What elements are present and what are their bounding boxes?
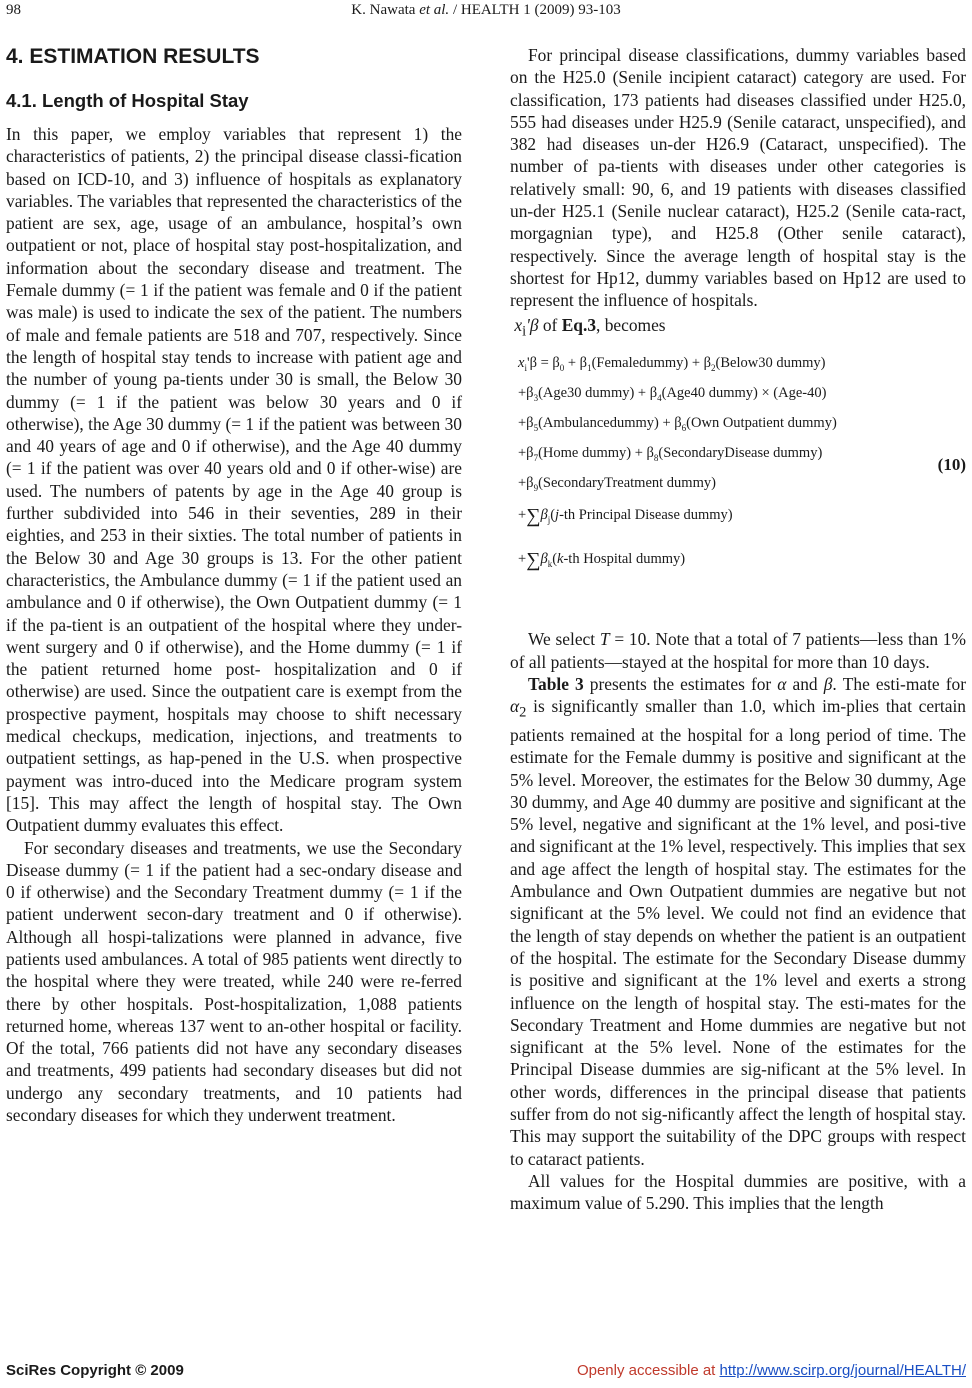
equation-number: (10)	[937, 455, 966, 475]
journal-url-link[interactable]: http://www.scirp.org/journal/HEALTH/	[719, 1362, 966, 1379]
summation-icon: ∑	[526, 549, 541, 572]
paragraph-secondary: For secondary diseases and treatments, we use the Secondary Disease dummy (= 1 if the patient had a sec-ondary disease and 0 if otherwise) and the Secondary Treatment dummy (= 1 if the patient underwent secon-dary treatment and 0 if otherwise). Although all hospi-talizations were planned in advance, five patients used ambulances. A total of 985 patients went directly to the hospital where they were treated, while 240 were re-ferred there by other hospitals. Post-hospitalization, 1,088 patients returned home, whereas 137 went to an-other hospital or facility. Of the total, 766 patients did not have any secondary diseases and treatments, 499 patients had secondary diseases but did not undergo any secondary treatments, and 10 patients had secondary diseases for which they underwent treatment.	[6, 837, 462, 1126]
equation-intro	[510, 314, 966, 343]
eq-intro-beta: 'β	[526, 314, 539, 335]
eq-intro-sub: i	[522, 323, 527, 340]
paragraph-select-t: We select T = 10. Note that a total of 7 patients—less than 1% of all patients—stayed at the hospital for more than 10 days.	[510, 629, 966, 672]
running-head-authors: K. Nawata	[351, 2, 420, 18]
equation-10	[510, 348, 966, 616]
page-footer	[6, 1362, 966, 1384]
paragraph-estimates: Table 3 presents the estimates for α and β. The esti-mate for $\alpha_2$ is significantly smaller than 1.0, which im-plies that certain patients remained at the hospital for a long period of time. The estimate for the Female dummy is positive and significant at the 5% level. Moreover, the estimates for the Below 30 dummy, Age 30 dummy, and Age 40 dummy are positive and significant at the 5% level, negative and significant at the 1% level, and posi-tive and significant at the 1% level, respectively. This implies that sex and age affect the length of hospital stay. The estimates for the Ambulance and Own Outpatient dummies are negative but not significant at the 5% level. We could not find an evidence that the length of stay depends on whether the patient is an outpatient of the hospital. The estimate for the Secondary Disease dummy is positive and significant at the 1% level and exerts a strong influence on the length of hospital stay. The esti-mates for the Secondary Treatment and Home dummies are negative but not significant at the 5% level. None of the estimates for the Principal Disease dummies are sig-nificant at the 5% level. In other words, differences in the principal disease that patients suffer from do not sig-nificantly affect the length of hospital stay. This may support the suitability of the DPC groups with respect to cataract patients.	[510, 673, 966, 1169]
running-head-etal: et al.	[419, 2, 450, 18]
running-head-journal: / HEALTH 1 (2009) 93-103	[449, 2, 621, 18]
subsection-title: 4.1. Length of Hospital Stay	[6, 90, 249, 111]
paragraph-variables: In this paper, we employ variables that represent 1) the characteristics of patients, 2) the principal disease classi-fication based on ICD-10, and 3) influence of hospitals as explanatory variables. The variables that represented the characteristics of the patient are sex, age, usage of an ambulance, hospital’s own outpatient or not, place of hospital stay post-hospitalization, and information about the secondary disease and treatment. The Female dummy (= 1 if the patient was female and 0 if the patient was male) is used to indicate the sex of the patient. The numbers of male and female patients are 518 and 707, respectively. Since the length of hospital stay tends to increase with patient age and the number of young pa-tients under 30 is small, the Below 30 dummy (= 1 if the patient was below 30 years and 0 if otherwise), the Age 30 dummy (= 1 if the patient was between 30 and 40 years of age and 0 if otherwise), and the Age 40 dummy (= 1 if the patient was over 40 years old and 0 if other-wise) are used. The numbers of patents by age in the Age 40 group is further subdivided into 546 in their seventies, 289 in their eighties, and 253 in their sixties. The total number of patients in the Below 30 and Age 30 groups is 13. For the other patient characteristics, the Ambulance dummy (= 1 if the patient used an ambulance and 0 if otherwise), the Own Outpatient dummy (= 1 if the pa-tient is an outpatient of the hospital where they under-went surgery and 0 if otherwise), and the Home dummy (= 1 if the patient returned home post- hospitalization and 0 if otherwise) are used. Since the outpatient care is exempt from the prospective payment, hospitals may choose to shift necessary medical checkups, medication, injections, and treatments to outpatient settings, as hap-pened in the U.S. when prospective payment was intro-duced into the Medicare program system [15]. This may affect the length of hospital stay. The Own Outpatient dummy evaluates this effect.	[6, 124, 462, 836]
paragraph-hospital-dummies: All values for the Hospital dummies are positive, with a maximum value of 5.290. This implies that the length	[510, 1170, 966, 1214]
right-column	[510, 44, 966, 1215]
left-column	[6, 40, 462, 1126]
equation-line-3: $+\beta_5(Ambulancedummy) + \beta_6(Own$ Outpatient dummy)	[518, 415, 837, 434]
equation-line-4: $+\beta_7(Home$ dummy) + $\beta_8(SecondaryDisease$ dummy)	[518, 445, 823, 464]
paragraph-principal-disease: For principal disease classifications, dummy variables based on the H25.0 (Senile incipient cataract) category are used. For classification, 173 patients had diseases classified under H25.0, 555 had diseases under H25.9 (Senile cataract, unspecified), and 382 had diseases un-der H26.9 (Cataract, unspecified). The number of pa-tients with diseases under other categories is relatively small: 90, 6, and 19 patients with diseases classified un-der H25.1 (Senile nuclear cataract), H25.2 (Senile cata-ract, morgagnian type), and H25.8 (Other senile cataract), respectively. Since the average length of hospital stay is the shortest for Hp12, dummy variables based on Hp12 are used to represent the influence of hospitals.	[510, 45, 966, 311]
eq-intro-var: x	[514, 314, 523, 335]
section-title: 4. ESTIMATION RESULTS	[6, 45, 260, 68]
eq-intro-tail: , becomes	[596, 314, 666, 335]
equation-line-6: $+\sum\beta_j(j-th$ Principal Disease dummy)	[518, 505, 733, 528]
open-access-notice: Openly accessible at http://www.scirp.org/journal/HEALTH/	[576, 1362, 966, 1379]
page-header	[6, 2, 966, 24]
equation-line-5: $+\beta_9(SecondaryTreatment$ dummy)	[518, 475, 716, 494]
eq-intro-ref: Eq.3	[561, 314, 597, 335]
page-number: 98	[6, 2, 21, 18]
eq-intro-of: of	[538, 314, 562, 335]
summation-icon: ∑	[526, 505, 541, 528]
running-head	[6, 2, 966, 19]
equation-line-7: $+\sum\beta_k(k-th$ Hospital dummy)	[518, 549, 686, 572]
table-3-ref: Table 3	[528, 673, 584, 694]
equation-line-2: $+\beta_3(Age30$ dummy) + $\beta_4(Age40$ dummy) × (Age-40)	[518, 385, 827, 404]
copyright-notice: SciRes Copyright © 2009	[6, 1362, 184, 1379]
equation-line-1: $x_i'\beta = \beta_0$ + $\beta_1(Femaledummy)$ + $\beta_2(Below30$ dummy)	[518, 355, 826, 374]
